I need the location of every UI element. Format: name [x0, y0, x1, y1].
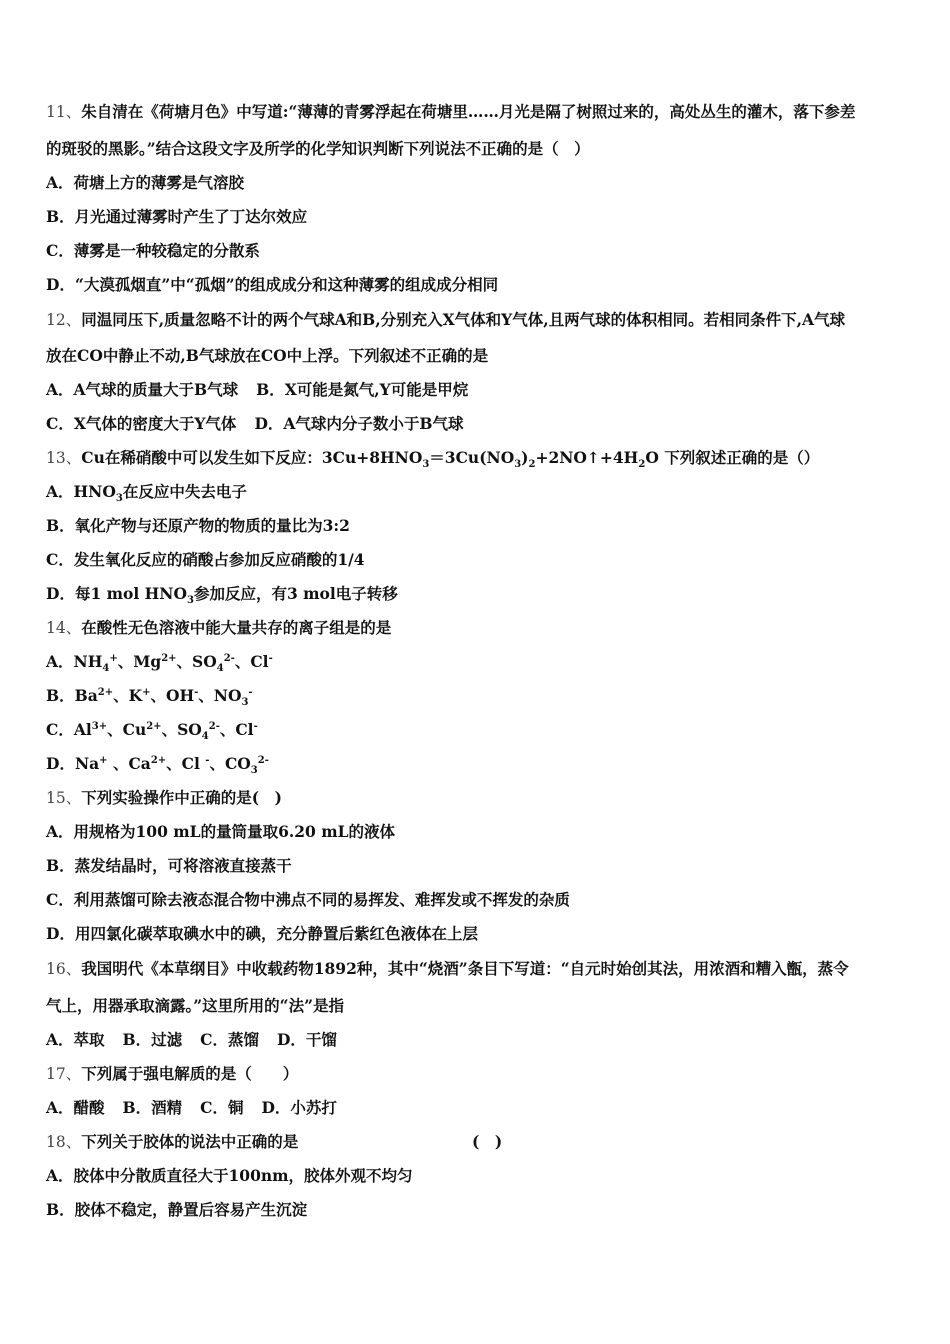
- subscript: 3: [514, 459, 522, 471]
- ion: 、Ca: [107, 754, 151, 773]
- ion: 、OH: [150, 686, 195, 705]
- subscript: 3: [422, 459, 430, 471]
- subscript: 4: [102, 663, 110, 675]
- ion: 、NO: [198, 686, 242, 705]
- stem-text: +2NO↑+4H: [535, 448, 639, 467]
- option-a: A．醋酸: [46, 1098, 105, 1117]
- superscript: 2-: [208, 720, 220, 732]
- superscript: -: [253, 720, 258, 732]
- ion: D．Na: [46, 754, 100, 773]
- subscript: 3: [115, 493, 123, 505]
- options-row: [46, 1098, 337, 1118]
- superscript: 2+: [146, 720, 162, 732]
- subscript: 2: [528, 459, 536, 471]
- superscript: 2-: [257, 754, 269, 766]
- subscript: 3: [241, 697, 249, 709]
- stem-text: Cu在稀硝酸中可以发生如下反应：3Cu+8HNO: [81, 448, 423, 467]
- answer-parentheses: ( ): [472, 1132, 503, 1151]
- option-c: C．铜: [200, 1098, 244, 1117]
- option-a: A．荷塘上方的薄雾是气溶胶: [46, 173, 245, 192]
- ion: 、Cl: [234, 652, 269, 671]
- ion: 、Cu: [107, 720, 147, 739]
- option-text: 参加反应，有3 mol电子转移: [193, 584, 398, 603]
- superscript: +: [109, 652, 118, 664]
- stem-text: 放在CO中静止不动,B气球放在CO中上浮。下列叙述不正确的是: [46, 346, 489, 365]
- option-c: C．发生氧化反应的硝酸占参加反应硝酸的1/4: [46, 550, 365, 569]
- option-c: C．薄雾是一种较稳定的分散系: [46, 241, 260, 260]
- question-stem: [46, 1064, 298, 1084]
- question-stem: [46, 618, 391, 638]
- option-a: A．A气球的质量大于B气球: [46, 380, 239, 399]
- stem-text: 的斑驳的黑影。”结合这段文字及所学的化学知识判断下列说法不正确的是（ ）: [46, 139, 590, 158]
- stem-text: 下列实验操作中正确的是( ): [81, 788, 282, 807]
- ion: 、Cl: [166, 754, 206, 773]
- ion: B．Ba: [46, 686, 98, 705]
- ion: 、K: [113, 686, 143, 705]
- option-a: A．萃取: [46, 1030, 105, 1049]
- superscript: 2+: [150, 754, 167, 766]
- stem-text: 朱自清在《荷塘月色》中写道:“薄薄的青雾浮起在荷塘里……月光是隔了树照过来的，高处丛生的灌木，落下参差: [81, 102, 856, 121]
- subscript: 3: [250, 765, 258, 777]
- question-number: 16、: [46, 960, 82, 978]
- subscript: 4: [201, 731, 209, 743]
- ion: 、Mg: [117, 652, 162, 671]
- stem-text: 在酸性无色溶液中能大量共存的离子组是的是: [81, 618, 392, 637]
- question-number: 15、: [46, 789, 82, 807]
- stem-text: 气上，用器承取滴露。”这里所用的“法”是指: [46, 996, 344, 1015]
- option-b: B．蒸发结晶时，可将溶液直接蒸干: [46, 856, 292, 875]
- option-text: 在反应中失去电子: [122, 482, 247, 501]
- stem-text: 我国明代《本草纲目》中收载药物1892种，其中“烧酒”条目下写道：“自元时始创其法，用浓酒和糟入甑，蒸令: [81, 959, 849, 978]
- option-d: D．A气球内分子数小于B气球: [254, 414, 464, 433]
- ion: 、SO: [161, 720, 202, 739]
- superscript: +: [99, 754, 108, 766]
- options-row: [46, 414, 464, 434]
- superscript: 2-: [223, 652, 235, 664]
- option-d: D．“大漠孤烟直”中“孤烟”的组成成分和这种薄雾的组成成分相同: [46, 275, 499, 294]
- question-stem: [46, 102, 855, 122]
- subscript: 3: [186, 595, 194, 607]
- option-a: A．胶体中分散质直径大于100nm，胶体外观不均匀: [46, 1166, 413, 1185]
- stem-text: ): [521, 448, 529, 467]
- option-b: [46, 686, 253, 709]
- option-b: B．过滤: [122, 1030, 183, 1049]
- question-number: 11、: [46, 103, 82, 121]
- superscript: -: [205, 754, 210, 766]
- ion: C．Al: [46, 720, 92, 739]
- question-stem: [46, 959, 849, 979]
- question-number: 14、: [46, 619, 82, 637]
- question-number: 12、: [46, 311, 82, 329]
- option-d: D．干馏: [276, 1030, 337, 1049]
- ion: 、CO: [209, 754, 251, 773]
- superscript: -: [268, 652, 273, 664]
- superscript: +: [142, 686, 151, 698]
- options-row: [46, 1030, 337, 1050]
- option-d: [46, 584, 398, 607]
- option-c: [46, 720, 258, 743]
- subscript: 4: [216, 663, 224, 675]
- option-a: [46, 652, 273, 675]
- option-b: B．氧化产物与还原产物的物质的量比为3:2: [46, 516, 350, 535]
- subscript: 2: [638, 459, 646, 471]
- stem-text: 下列关于胶体的说法中正确的是: [81, 1132, 299, 1151]
- option-b: B．酒精: [122, 1098, 183, 1117]
- question-stem: [46, 310, 845, 330]
- question-stem: [46, 1132, 298, 1152]
- superscript: -: [194, 686, 199, 698]
- superscript: 2+: [161, 652, 177, 664]
- option-c: C．蒸馏: [200, 1030, 259, 1049]
- option-text: D．每1 mol HNO: [46, 584, 187, 603]
- option-c: C．X气体的密度大于Y气体: [46, 414, 237, 433]
- option-text: A．HNO: [46, 482, 116, 501]
- superscript: 3+: [91, 720, 108, 732]
- question-number: 18、: [46, 1133, 82, 1151]
- ion: A．NH: [46, 652, 103, 671]
- question-stem: [46, 788, 282, 808]
- option-d: D．小苏打: [261, 1098, 337, 1117]
- stem-text: O 下列叙述正确的是（）: [645, 448, 820, 467]
- option-a: A．用规格为100 mL的量筒量取6.20 mL的液体: [46, 822, 396, 841]
- option-d: [46, 754, 269, 777]
- stem-text: ＝3Cu(NO: [429, 448, 515, 467]
- superscript: 2+: [97, 686, 114, 698]
- question-stem: [46, 448, 820, 471]
- option-d: D．用四氯化碳萃取碘水中的碘，充分静置后紫红色液体在上层: [46, 924, 478, 943]
- question-number: 13、: [46, 449, 82, 467]
- ion: 、Cl: [219, 720, 254, 739]
- option-b: B．X可能是氮气,Y可能是甲烷: [256, 380, 469, 399]
- stem-text: 下列属于强电解质的是（ ）: [81, 1064, 299, 1083]
- option-a: [46, 482, 247, 505]
- options-row: [46, 380, 468, 400]
- ion: 、SO: [176, 652, 217, 671]
- option-b: B．胶体不稳定，静置后容易产生沉淀: [46, 1200, 308, 1219]
- question-number: 17、: [46, 1065, 82, 1083]
- stem-text: 同温同压下,质量忽略不计的两个气球A和B,分别充入X气体和Y气体,且两气球的体积相同。若相同条件下,A气球: [81, 310, 846, 329]
- option-b: B．月光通过薄雾时产生了丁达尔效应: [46, 207, 308, 226]
- option-c: C．利用蒸馏可除去液态混合物中沸点不同的易挥发、难挥发或不挥发的杂质: [46, 890, 570, 909]
- superscript: -: [248, 686, 253, 698]
